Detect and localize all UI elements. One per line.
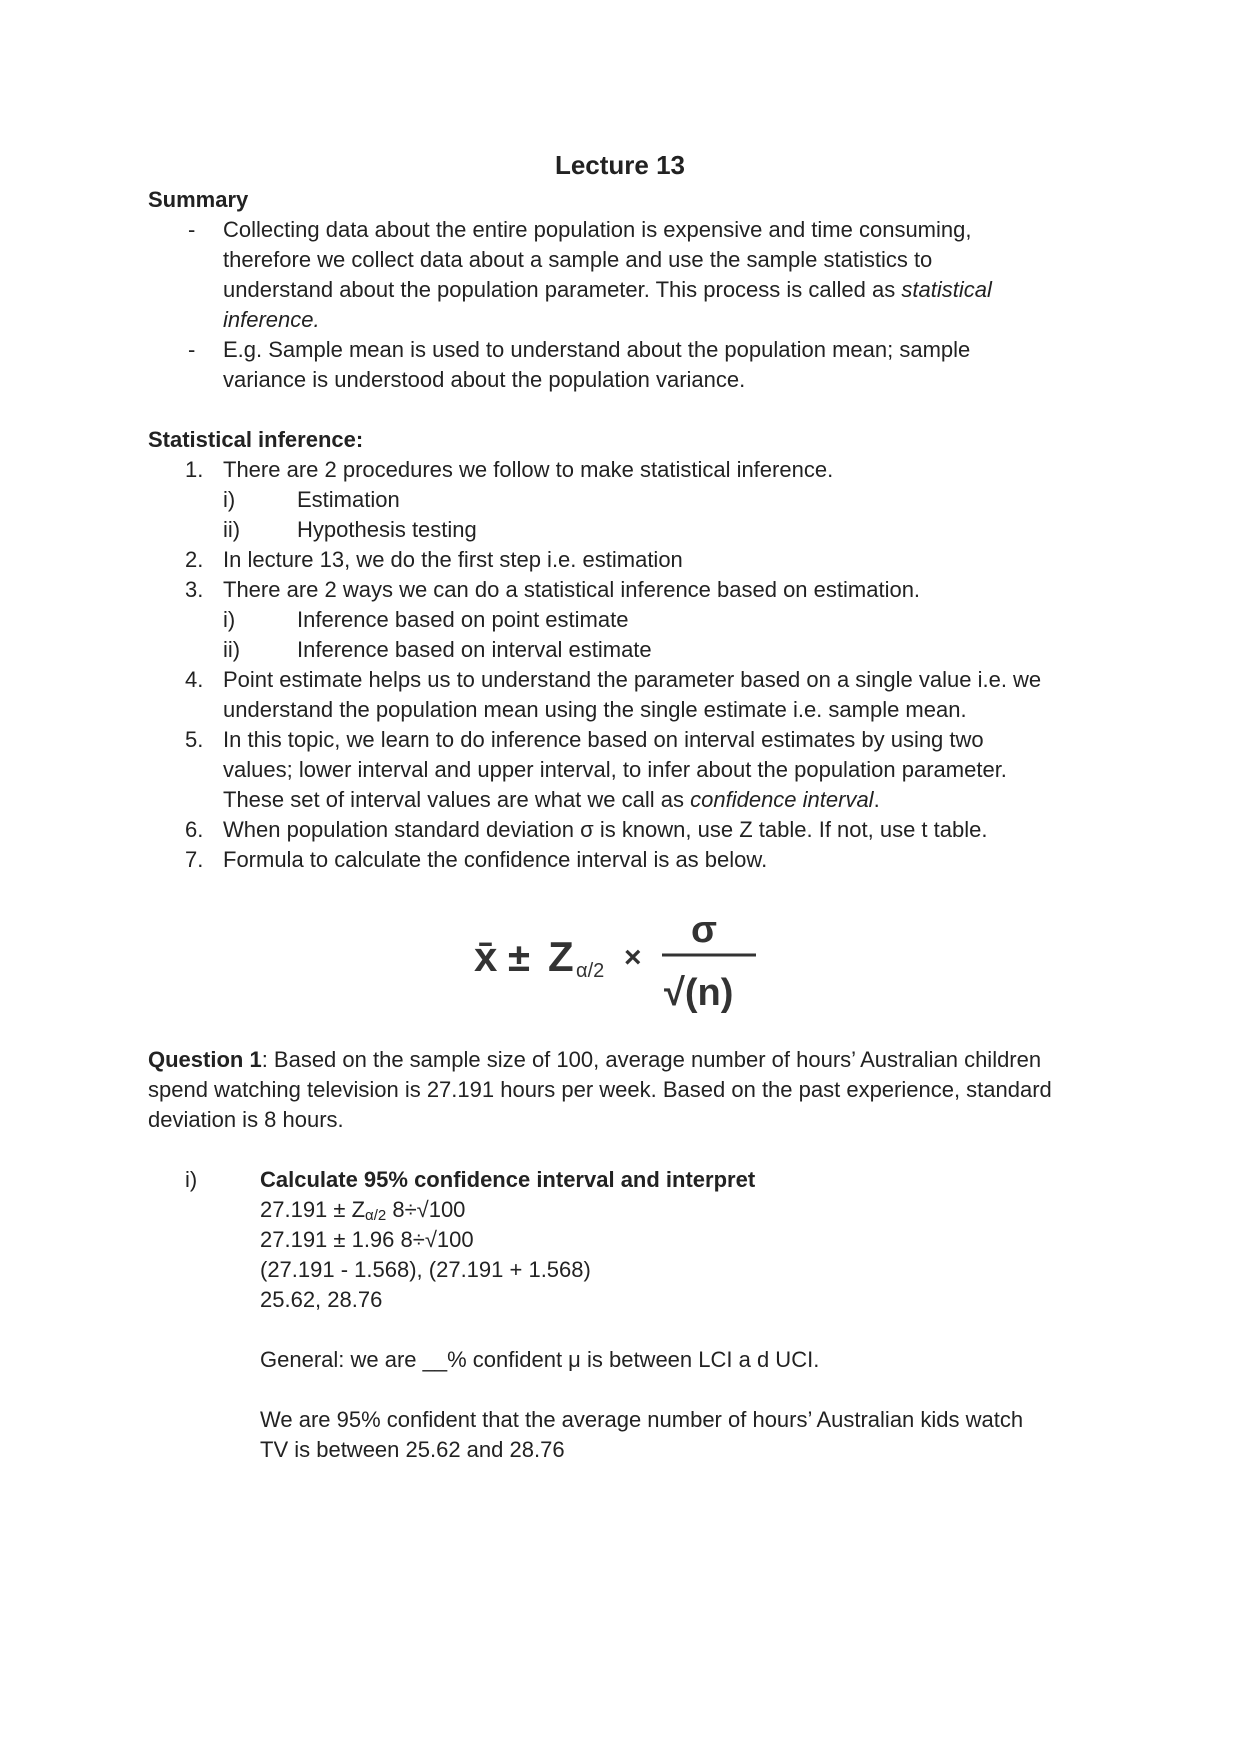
formula-times: ×	[624, 941, 642, 974]
formula-z-subscript: α/2	[576, 960, 605, 982]
formula-root-n: √(n)	[664, 972, 734, 1014]
question-1-label: Question 1	[148, 1047, 262, 1072]
answer-line-2: TV is between 25.62 and 28.76	[260, 1437, 565, 1462]
summary-bullet-2-line-1: E.g. Sample mean is used to understand about the population mean; sample	[223, 337, 971, 362]
list-item-4-line-1: Point estimate helps us to understand the parameter based on a single value i.e. we	[223, 667, 1042, 692]
part-heading: Calculate 95% confidence interval and interpret	[260, 1167, 756, 1192]
calc-line-1-a: 27.191 ± Z	[260, 1197, 366, 1222]
list-item-5-line-3	[223, 785, 880, 815]
list-number: 3.	[185, 577, 204, 602]
summary-bullet-1-line-1: Collecting data about the entire population is expensive and time consuming,	[223, 217, 972, 242]
page-title: Lecture 13	[554, 150, 686, 180]
formula-plus-minus: ±	[508, 936, 530, 980]
summary-heading: Summary	[148, 187, 249, 212]
list-item-1: There are 2 procedures we follow to make statistical inference.	[223, 457, 834, 482]
summary-bullet-1-line-2: therefore we collect data about a sample and use the sample statistics to	[223, 247, 933, 272]
summary-bullet-1-emphasis: statistical	[901, 277, 992, 302]
sub-item-marker: i)	[223, 607, 236, 632]
list-item-3: There are 2 ways we can do a statistical inference based on estimation.	[223, 577, 921, 602]
sub-item-estimation: Estimation	[297, 487, 400, 512]
confidence-interval-term: confidence interval	[690, 787, 874, 812]
sub-item-marker: ii)	[223, 637, 241, 662]
calc-line-3: (27.191 - 1.568), (27.191 + 1.568)	[260, 1257, 591, 1282]
summary-bullet-2-line-2: variance is understood about the population variance.	[223, 367, 746, 392]
formula-sigma: σ	[691, 909, 717, 951]
list-item-7: Formula to calculate the confidence interval is as below.	[223, 847, 768, 872]
question-1-line-1	[148, 1045, 1041, 1075]
sub-item-hypothesis: Hypothesis testing	[297, 517, 477, 542]
list-item-4-line-2: understand the population mean using the single estimate i.e. sample mean.	[223, 697, 967, 722]
part-marker: i)	[185, 1167, 198, 1192]
answer-line-1: We are 95% confident that the average number of hours’ Australian kids watch	[260, 1407, 1024, 1432]
calc-line-1-b: 8÷√100	[386, 1197, 466, 1222]
general-statement: General: we are __% confident μ is between LCI a d UCI.	[260, 1347, 820, 1372]
list-number: 1.	[185, 457, 204, 482]
sub-item-point-estimate: Inference based on point estimate	[297, 607, 629, 632]
list-item-5-line-2: values; lower interval and upper interval, to infer about the population parameter.	[223, 757, 1007, 782]
summary-bullet-1-line-4	[223, 305, 320, 335]
list-number: 4.	[185, 667, 204, 692]
inference-heading: Statistical inference:	[148, 427, 364, 452]
bullet-dash: -	[188, 217, 196, 242]
calc-line-4: 25.62, 28.76	[260, 1287, 383, 1312]
list-number: 7.	[185, 847, 204, 872]
sub-item-interval-estimate: Inference based on interval estimate	[297, 637, 652, 662]
question-1-line-3: deviation is 8 hours.	[148, 1107, 344, 1132]
list-number: 5.	[185, 727, 204, 752]
list-item-5-line-1: In this topic, we learn to do inference based on interval estimates by using two	[223, 727, 984, 752]
sub-item-marker: ii)	[223, 517, 241, 542]
list-item-5-text: These set of interval values are what we call as	[223, 787, 691, 812]
calc-line-2: 27.191 ± 1.96 8÷√100	[260, 1227, 474, 1252]
list-number: 2.	[185, 547, 204, 572]
list-item-2: In lecture 13, we do the first step i.e. estimation	[223, 547, 683, 572]
summary-bullet-1-text: understand about the population parameter. This process is called as	[223, 277, 902, 302]
calc-line-1-subscript: α/2	[365, 1207, 387, 1224]
summary-bullet-1-line-3	[223, 275, 992, 305]
formula-xbar: x̄	[474, 933, 498, 980]
list-item-5-period: .	[873, 787, 880, 812]
summary-bullet-1-emphasis-2: inference.	[223, 307, 320, 332]
formula-z: Z	[548, 933, 574, 980]
confidence-interval-formula	[474, 905, 794, 1020]
question-1-line-2: spend watching television is 27.191 hours per week. Based on the past experience, standard	[148, 1077, 1052, 1102]
question-1-text: : Based on the sample size of 100, average number of hours’ Australian children	[261, 1047, 1042, 1072]
bullet-dash: -	[188, 337, 196, 362]
list-item-6: When population standard deviation σ is known, use Z table. If not, use t table.	[223, 817, 988, 842]
sub-item-marker: i)	[223, 487, 236, 512]
list-number: 6.	[185, 817, 204, 842]
